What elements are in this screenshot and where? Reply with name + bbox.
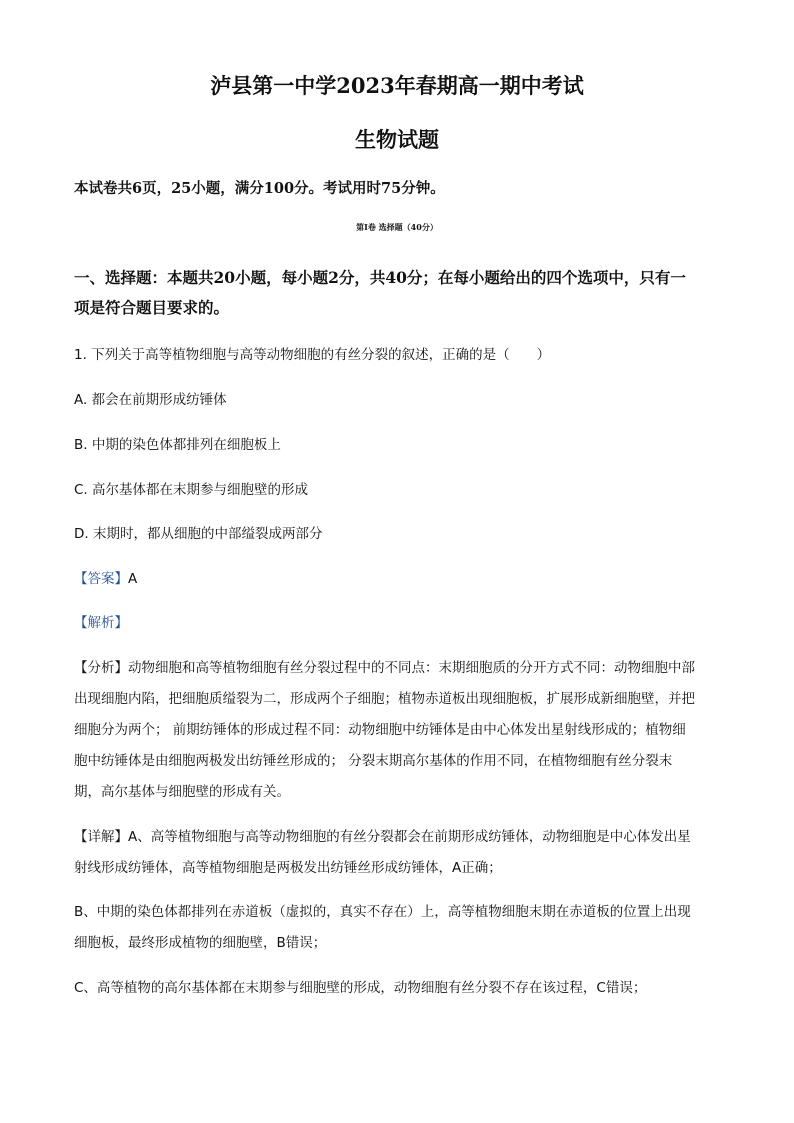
detail-line-2: 射线形成纺锤体，高等植物细胞是两极发出纺锤丝形成纺锤体，A正确； bbox=[74, 860, 502, 876]
answer-line bbox=[74, 567, 734, 587]
analysis-line-1 bbox=[74, 656, 734, 676]
option-a: A. 都会在前期形成纺锤体 bbox=[74, 392, 227, 408]
subject-title: 生物试题 bbox=[355, 127, 439, 152]
analysis-line-2: 出现细胞内陷，把细胞质缢裂为二，形成两个子细胞；植物赤道板出现细胞板，扩展形成新细胞壁，并把 bbox=[74, 691, 695, 707]
detail-label: 【详解】 bbox=[74, 829, 128, 845]
option-d: D. 末期时，都从细胞的中部缢裂成两部分 bbox=[74, 526, 323, 542]
analysis-line-5: 期，高尔基体与细胞壁的形成有关。 bbox=[74, 784, 290, 800]
analysis-sub-label: 【分析】 bbox=[74, 660, 128, 676]
option-c: C. 高尔基体都在末期参与细胞壁的形成 bbox=[74, 482, 309, 498]
detail-text: A、高等植物细胞与高等动物细胞的有丝分裂都会在前期形成纺锤体，动物细胞是中心体发出星 bbox=[128, 829, 691, 845]
analysis-text: 动物细胞和高等植物细胞有丝分裂过程中的不同点：末期细胞质的分开方式不同：动物细胞中部 bbox=[128, 660, 695, 676]
section-heading-line-1: 一、选择题：本题共20小题，每小题2分，共40分；在每小题给出的四个选项中，只有一 bbox=[74, 268, 686, 287]
option-b: B. 中期的染色体都排列在细胞板上 bbox=[74, 437, 281, 453]
part-title: 第Ⅰ卷 选择题（40分） bbox=[356, 222, 438, 232]
exam-intro: 本试卷共6页，25小题，满分100分。考试用时75分钟。 bbox=[74, 180, 445, 197]
analysis-line-3: 细胞分为两个； 前期纺锤体的形成过程不同：动物细胞中纺锤体是由中心体发出星射线形成的；植物细 bbox=[74, 722, 686, 738]
section-heading-line-2: 项是符合题目要求的。 bbox=[74, 298, 230, 317]
exam-title: 泸县第一中学2023年春期高一期中考试 bbox=[210, 73, 584, 98]
answer-label: 【答案】 bbox=[74, 571, 128, 587]
question-stem: 1. 下列关于高等植物细胞与高等动物细胞的有丝分裂的叙述，正确的是（ ） bbox=[74, 347, 551, 363]
detail-line-5: C、高等植物的高尔基体都在末期参与细胞壁的形成，动物细胞有丝分裂不存在该过程，C错误； bbox=[74, 980, 647, 996]
detail-line-3: B、中期的染色体都排列在赤道板（虚拟的，真实不存在）上，高等植物细胞末期在赤道板的位置上出现 bbox=[74, 904, 691, 920]
answer-value: A bbox=[128, 571, 138, 587]
detail-line-4: 细胞板，最终形成植物的细胞壁，B错误； bbox=[74, 935, 327, 951]
detail-line-1 bbox=[74, 825, 734, 845]
analysis-label: 【解析】 bbox=[74, 615, 128, 631]
analysis-line-4: 胞中纺锤体是由细胞两极发出纺锤丝形成的； 分裂末期高尔基体的作用不同，在植物细胞有丝分裂末 bbox=[74, 753, 673, 769]
